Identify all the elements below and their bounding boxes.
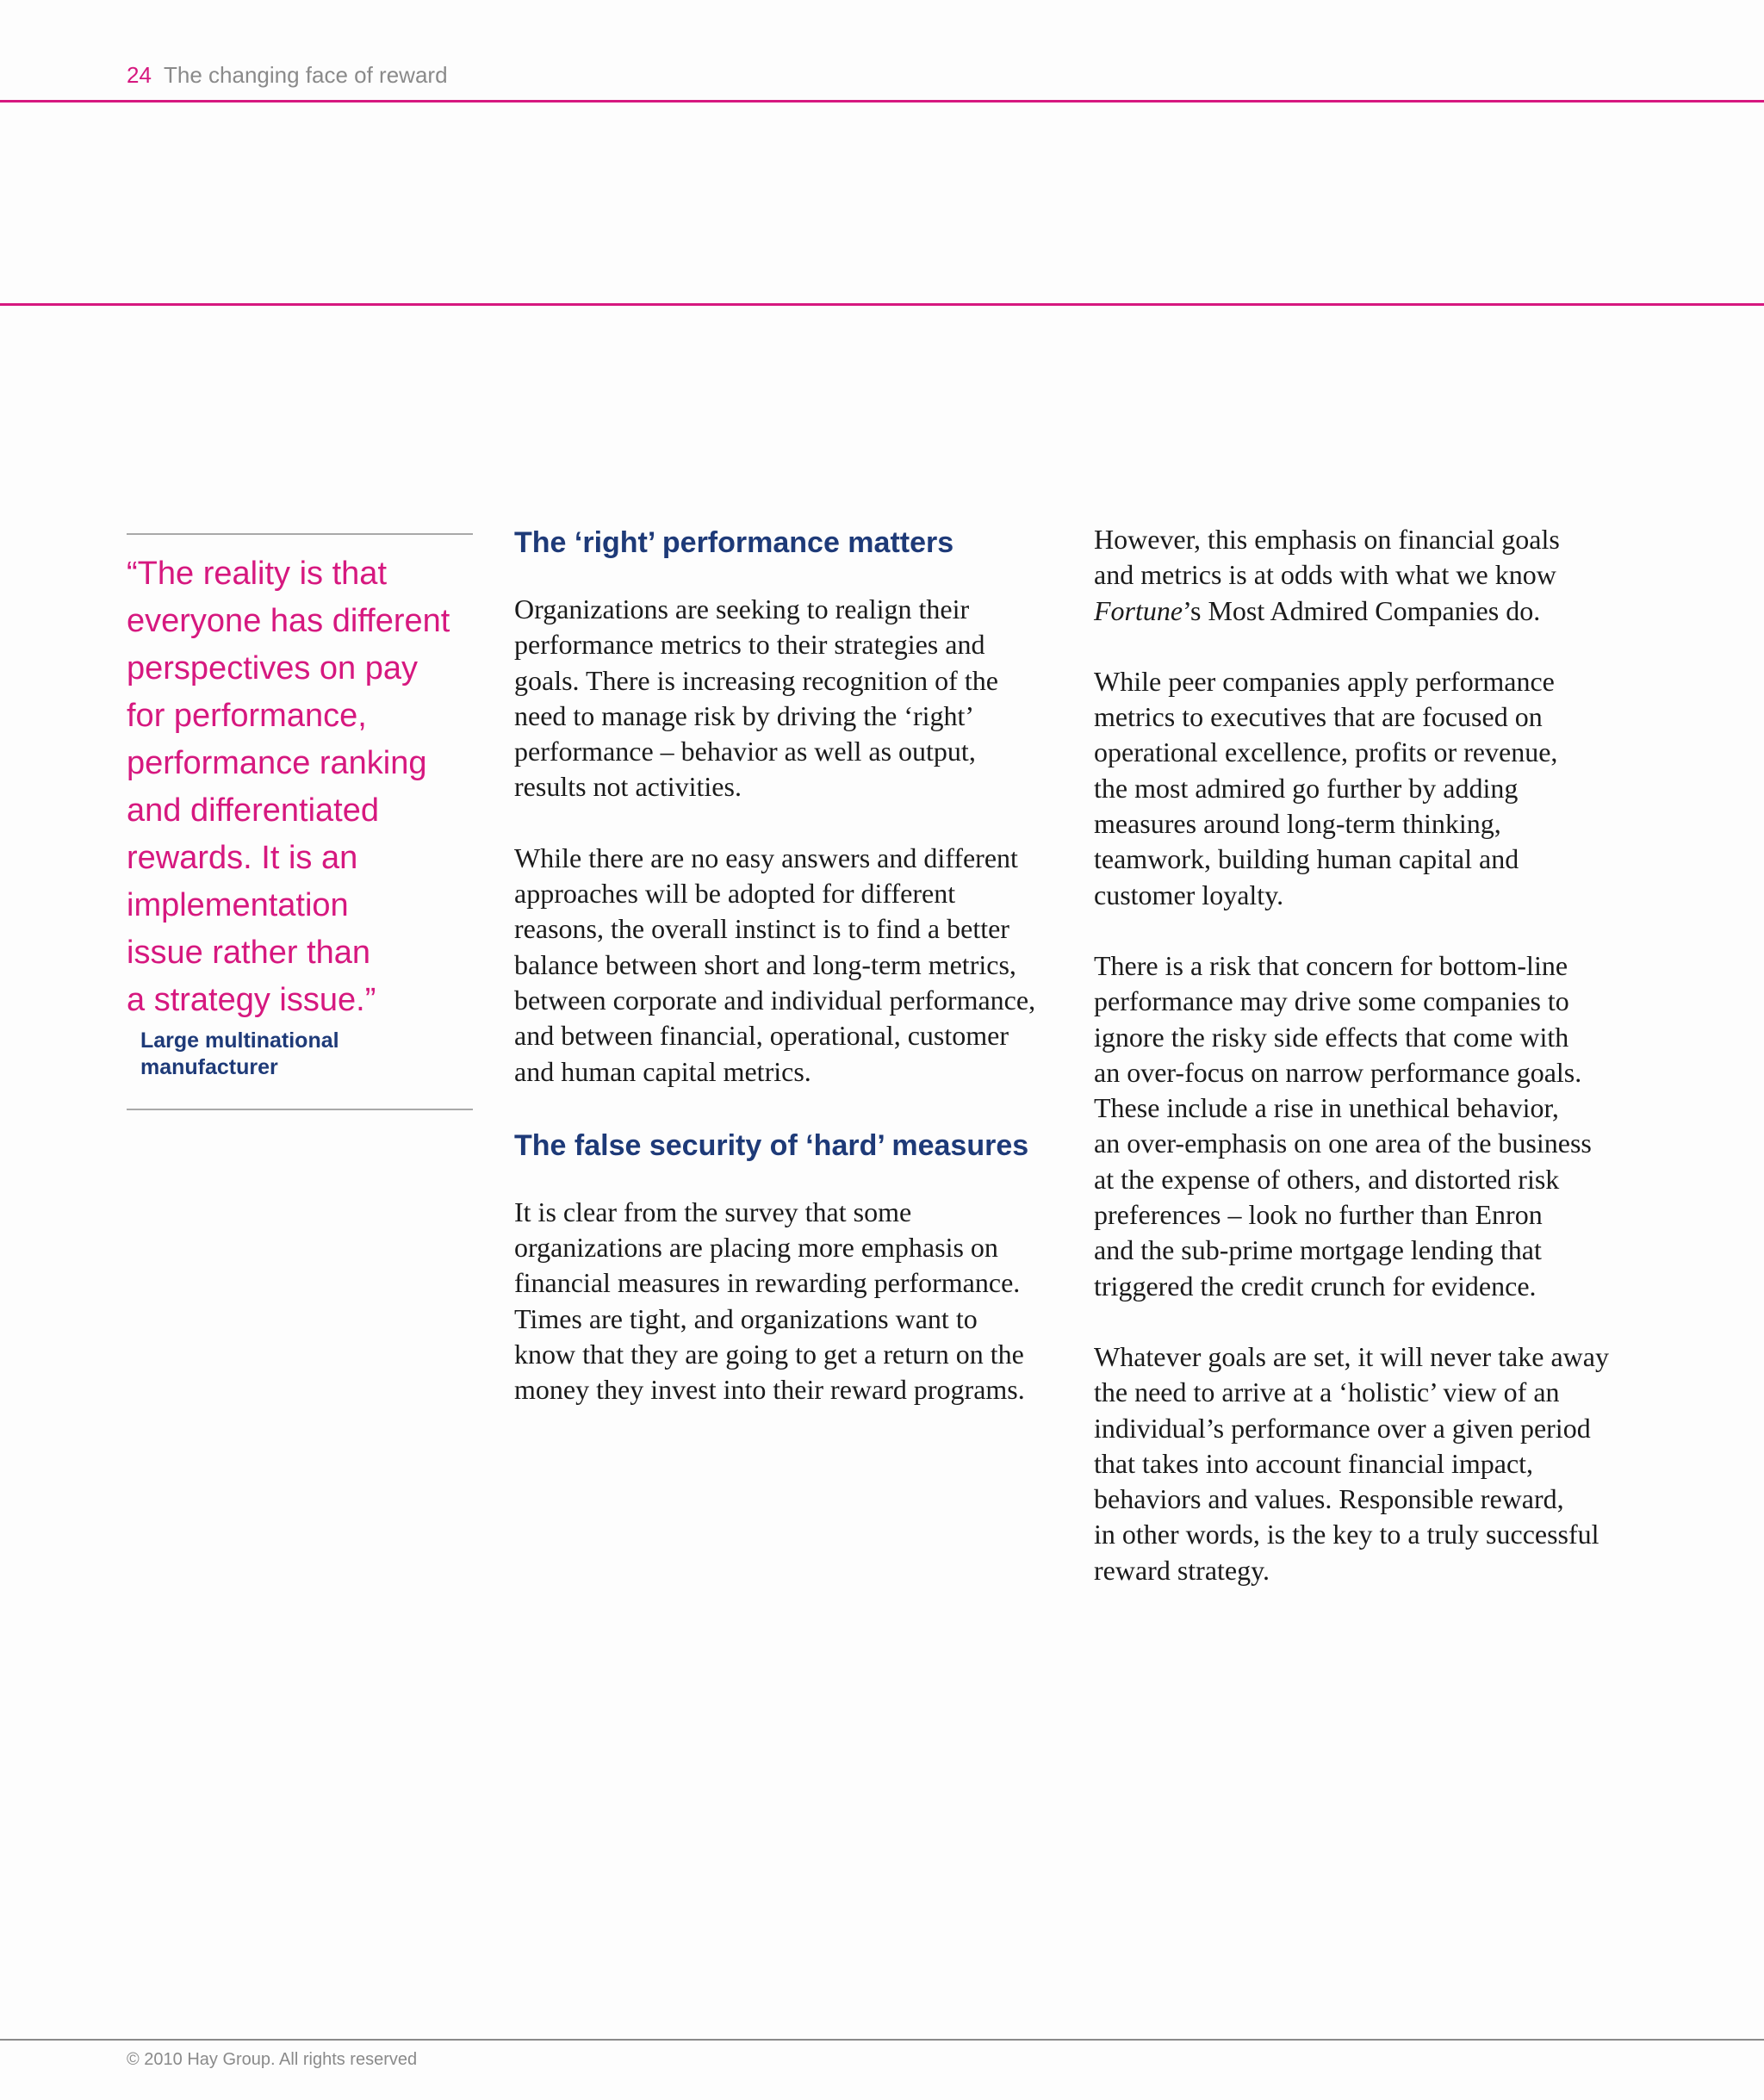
pull-quote-attribution: Large multinational manufacturer [140,1028,339,1079]
pull-quote-text: “The reality is that everyone has different perspectives on pay for performance, performance ranking and differentiated rewards. It is an implementation issue rather than a strategy issue.” [127,556,450,1018]
paragraph: Whatever goals are set, it will never take away the need to arrive at a ‘holistic’ view of an individual’s performance over a given period that takes into account financial impact, behaviors and values. Responsible reward, in other words, is the key to a truly successful reward strategy. [1094,1340,1609,1586]
copyright-notice: © 2010 Hay Group. All rights reserved [127,2050,418,2069]
section-divider [0,303,1764,306]
running-header-title: The changing face of reward [164,62,448,88]
header-divider [0,100,1764,103]
paragraph: There is a risk that concern for bottom-line performance may drive some companies to ignore the risky side effects that come with an over-focus on narrow performance goals. These include a rise in unethical behavior, an over-emphasis on one area of the business at the expense of others, and distorted risk preferences – look no further than Enron and the sub-prime mortgage lending that triggered the credit crunch for evidence. [1094,949,1592,1302]
page-number: 24 [127,62,152,88]
paragraph: Organizations are seeking to realign their performance metrics to their strategies and goals. There is increasing recognition of the need to manage risk by driving the ‘right’ performance – behavior as well as output, results not activities. [514,593,998,803]
footer-divider [0,2039,1764,2041]
section-heading-false-security: The false security of ‘hard’ measures [514,1128,1029,1162]
paragraph: It is clear from the survey that some organizations are placing more emphasis on financial measures in rewarding performance. Times are tight, and organizations want to know that they are going to get a return on the money they invest into their reward programs. [514,1196,1025,1406]
paragraph: While there are no easy answers and different approaches will be adopted for different reasons, the overall instinct is to find a better balance between short and long-term metrics, between corporate and individual performance, and between financial, operational, customer and human capital metrics. [514,842,1036,1087]
paragraph-text: ’s Most Admired Companies do. [1183,594,1541,626]
publication-name: Fortune [1094,594,1183,626]
paragraph [1094,522,1645,629]
pull-quote [127,533,473,1110]
body-column-left [514,522,1065,1444]
paragraph: While peer companies apply performance metrics to executives that are focused on operational excellence, profits or revenue, the most admired go further by adding measures around long-term thinking, teamwork, building human capital and customer loyalty. [1094,665,1558,910]
paragraph-text: However, this emphasis on financial goals and metrics is at odds with what we know [1094,524,1560,591]
section-heading-right-performance: The ‘right’ performance matters [514,526,954,559]
body-column-right [1094,522,1645,1624]
